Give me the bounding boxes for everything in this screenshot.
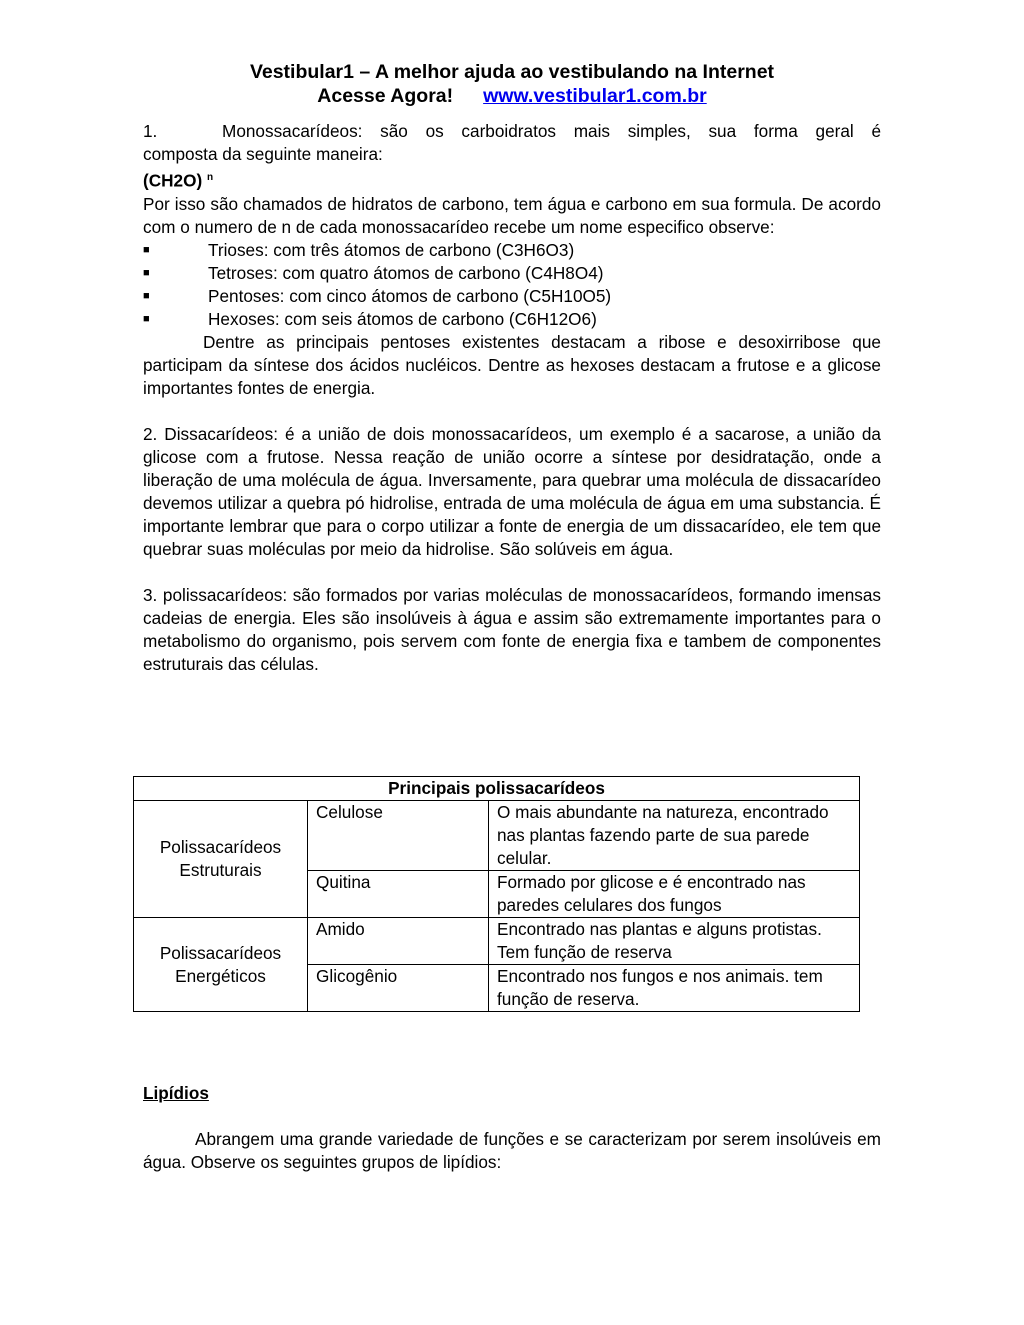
- section-lipidios: [143, 1082, 881, 1174]
- item-desc-cell: Encontrado nos fungos e nos animais. tem função de reserva.: [489, 965, 860, 1012]
- bullet-icon: ■: [143, 289, 150, 302]
- item-name-cell: Celulose: [308, 801, 489, 871]
- formula-base: (CH2O): [143, 170, 203, 191]
- formula-exponent: n: [206, 172, 214, 183]
- list-item-text: Trioses: com três átomos de carbono (C3H6O3): [208, 239, 575, 260]
- list-item: [143, 262, 881, 285]
- list-item: [143, 239, 881, 262]
- group-cell: Polissacarídeos Estruturais: [134, 801, 308, 918]
- list-item-text: Hexoses: com seis átomos de carbono (C6H12O6): [208, 308, 597, 329]
- polissacarideos-table: [133, 776, 860, 1012]
- item-desc-cell: Formado por glicose e é encontrado nas paredes celulares dos fungos: [489, 871, 860, 918]
- table-title: Principais polissacarídeos: [134, 777, 860, 801]
- formula: [143, 166, 881, 193]
- section1-intro-first: Monossacarídeos: são os carboidratos mais simples, sua forma geral é: [222, 121, 881, 141]
- item-name-cell: Quitina: [308, 871, 489, 918]
- list-item-text: Pentoses: com cinco átomos de carbono (C5H10O5): [208, 285, 612, 306]
- lipidios-text: Abrangem uma grande variedade de funções e se caracterizam por serem insolúveis em água. Observe os seguintes grupos de lipídios:: [143, 1129, 881, 1172]
- header-subtitle: [143, 84, 881, 108]
- section1-intro-rest: composta da seguinte maneira:: [143, 144, 383, 164]
- item-name-cell: Amido: [308, 918, 489, 965]
- carbon-types-list: [143, 239, 881, 331]
- bullet-icon: ■: [143, 243, 150, 256]
- page-header: [143, 60, 881, 108]
- list-item: [143, 308, 881, 331]
- lipidios-heading: Lipídios: [143, 1083, 209, 1103]
- section-monossacarideos: [143, 120, 881, 400]
- document-page: [143, 60, 881, 676]
- section1-closing: Dentre as principais pentoses existentes destacam a ribose e desoxirribose que participam da síntese dos ácidos nucléicos. Dentre as hexoses destacam a frutose e a glicose importantes fontes de energia.: [143, 331, 881, 398]
- section-polissacarideos: 3. polissacarídeos: são formados por varias moléculas de monossacarídeos, formando imensas cadeias de energia. Eles são insolúveis à água e assim são extremamente importantes para o metabolismo do organismo, pois servem com fonte de energia fixa e tambem de componentes estruturais das células.: [143, 584, 881, 674]
- list-item-text: Tetroses: com quatro átomos de carbono (C4H8O4): [208, 262, 604, 283]
- table-row: [134, 918, 860, 965]
- list-item: [143, 285, 881, 308]
- item-name-cell: Glicogênio: [308, 965, 489, 1012]
- site-link[interactable]: www.vestibular1.com.br: [483, 85, 707, 107]
- section1-explanation: Por isso são chamados de hidratos de carbono, tem água e carbono em sua formula. De acordo com o numero de n de cada monossacarídeo recebe um nome especifico observe:: [143, 193, 881, 237]
- bullet-icon: ■: [143, 312, 150, 325]
- group-cell: Polissacarídeos Energéticos: [134, 918, 308, 1012]
- section1-intro-line: [143, 120, 881, 143]
- item-desc-cell: O mais abundante na natureza, encontrado nas plantas fazendo parte de sua parede celular.: [489, 801, 860, 871]
- polissacarideos-table-wrapper: [133, 776, 860, 1012]
- item-desc-cell: Encontrado nas plantas e alguns protistas. Tem função de reserva: [489, 918, 860, 965]
- table-row: [134, 801, 860, 871]
- bullet-icon: ■: [143, 266, 150, 279]
- header-title: Vestibular1 – A melhor ajuda ao vestibulando na Internet: [249, 61, 775, 83]
- section-dissacarideos: 2. Dissacarídeos: é a união de dois monossacarídeos, um exemplo é a sacarose, a união da glicose com a frutose. Nessa reação de união ocorre a síntese por desidratação, onde a liberação de uma molécula de água. Inversamente, para quebrar uma molécula de dissacarídeo devemos utilizar a quebra pó hidrolise, entrada de uma molécula de água em uma substancia. É importante lembrar que para o corpo utilizar a fonte de energia de um dissacarídeo, ele tem que quebrar suas moléculas por meio da hidrolise. São solúveis em água.: [143, 423, 881, 559]
- header-cta: Acesse Agora!: [317, 85, 454, 107]
- section1-number: 1.: [143, 121, 158, 141]
